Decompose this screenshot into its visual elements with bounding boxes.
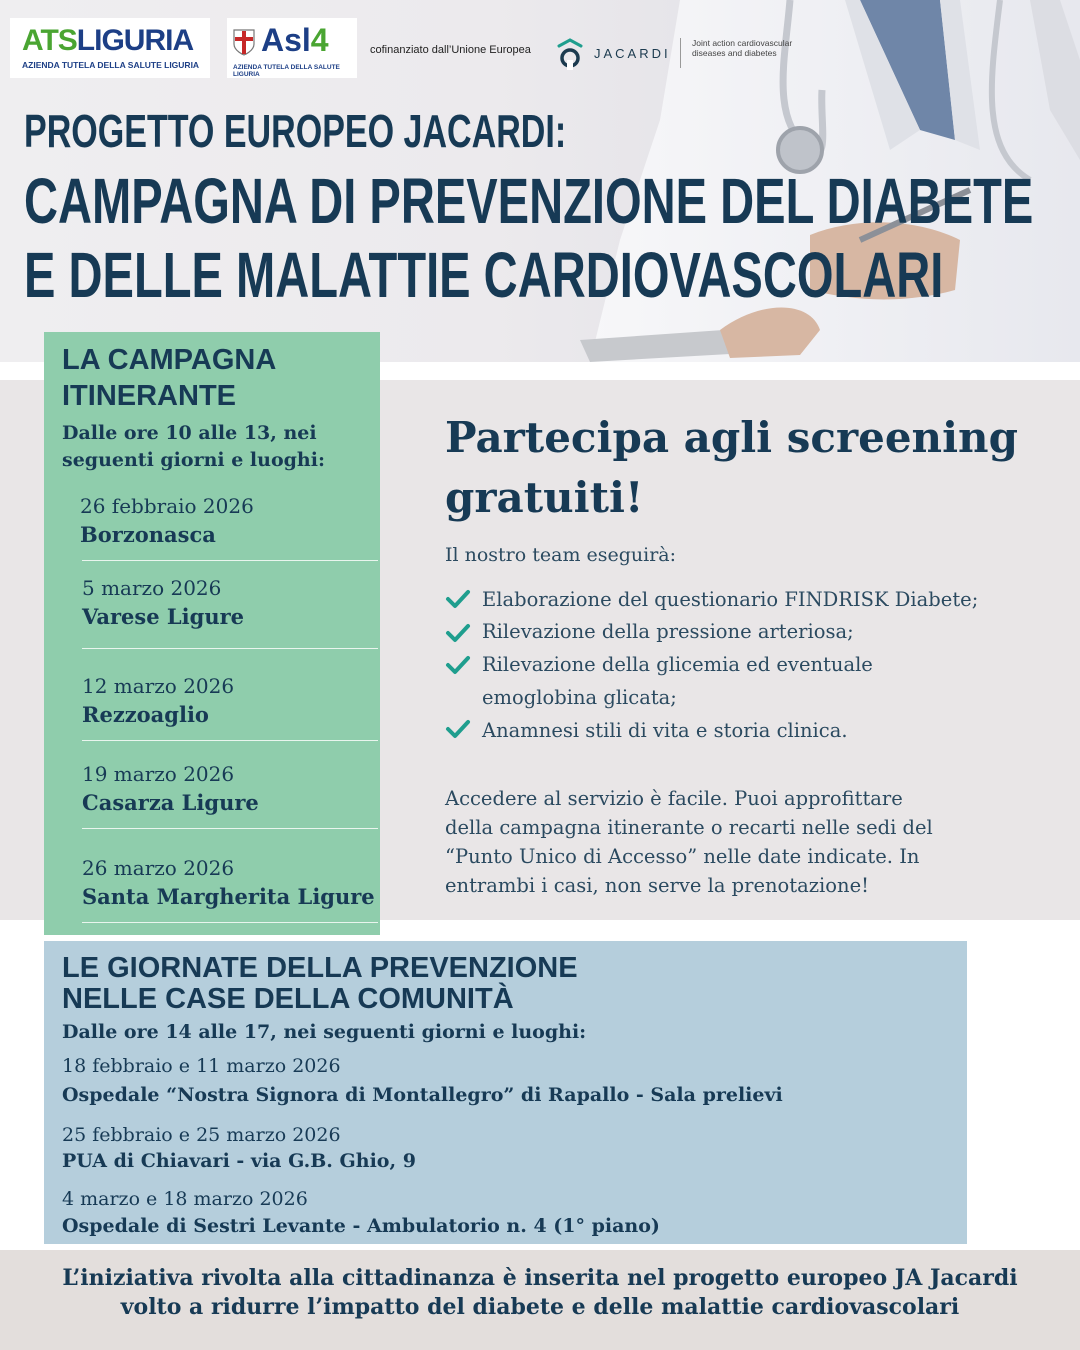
screening-item: Anamnesi stili di vita e storia clinica. [482, 719, 848, 742]
community-dates: 25 febbraio e 25 marzo 2026 [62, 1124, 341, 1146]
stop-divider [82, 560, 378, 561]
stop-place: Casarza Ligure [82, 790, 259, 815]
stop-date: 26 marzo 2026 [82, 856, 235, 880]
ats-logo-name: LIGURIA [76, 24, 194, 57]
title-line-2: CAMPAGNA DI PREVENZIONE DEL DIABETE [24, 165, 1034, 237]
stop-date: 19 marzo 2026 [82, 762, 235, 786]
screening-item: Rilevazione della pressione arteriosa; [482, 620, 854, 643]
footer-text [0, 1264, 1080, 1322]
community-heading-line-1: LE GIORNATE DELLA PREVENZIONE [62, 952, 578, 984]
stop-date: 5 marzo 2026 [82, 576, 222, 600]
logo-divider [680, 38, 681, 68]
community-dates: 18 febbraio e 11 marzo 2026 [62, 1055, 341, 1077]
hero-banner [0, 0, 1080, 362]
screening-item: Rilevazione della glicemia ed eventuale [482, 653, 873, 676]
footer-line-1: L’iniziativa rivolta alla cittadinanza è inserita nel progetto europeo JA Jacardi [62, 1265, 1018, 1291]
title-line-1: PROGETTO EUROPEO JACARDI: [24, 105, 567, 157]
footer-line-2: volto a ridurre l’impatto del diabete e delle malattie cardiovascolari [120, 1294, 960, 1320]
community-place: Ospedale di Sestri Levante - Ambulatorio n. 4 (1° piano) [62, 1215, 660, 1237]
community-place: Ospedale “Nostra Signora di Montallegro” di Rapallo - Sala prelievi [62, 1084, 783, 1106]
stop-place: Santa Margherita Ligure [82, 884, 375, 909]
itinerant-stop [82, 674, 378, 727]
stop-divider [82, 740, 378, 741]
checkmark-icon [445, 620, 471, 646]
community-subheading: Dalle ore 14 alle 17, nei seguenti giorni e luoghi: [62, 1021, 587, 1043]
screening-item: Elaborazione del questionario FINDRISK Diabete; [482, 588, 979, 611]
ats-logo-prefix: ATS [22, 24, 77, 57]
stop-place: Borzonasca [80, 522, 216, 547]
jacardi-logo-description: Joint action cardiovascular diseases and diabetes [692, 38, 793, 58]
checkmark-icon [445, 652, 471, 678]
screening-description: Accedere al servizio è facile. Puoi approfittare della campagna itinerante o recarti nelle sedi del “Punto Unico di Accesso” nelle date indicate. In entrambi i casi, non serve la prenotazione! [445, 787, 933, 897]
asl-logo-tagline: AZIENDA TUTELA DELLA SALUTE LIGURIA [233, 64, 340, 78]
itinerant-heading: LA CAMPAGNA ITINERANTE [62, 344, 276, 412]
stop-date: 26 febbraio 2026 [80, 494, 254, 518]
title-line-3: E DELLE MALATTIE CARDIOVASCOLARI [24, 239, 944, 311]
screening-intro: Il nostro team eseguirà: [445, 544, 677, 566]
stop-place: Rezzoaglio [82, 702, 209, 727]
ats-liguria-logo [10, 18, 210, 78]
stop-date: 12 marzo 2026 [82, 674, 235, 698]
community-place: PUA di Chiavari - via G.B. Ghio, 9 [62, 1150, 416, 1172]
asl-logo-number: 4 [310, 22, 329, 58]
jacardi-logo-name: JACARDI [594, 46, 671, 61]
screening-title: Partecipa agli screening gratuiti! [445, 413, 1018, 522]
community-heading-line-2: NELLE CASE DELLA COMUNITÀ [62, 983, 514, 1015]
screening-item-continued: emoglobina glicata; [482, 686, 677, 709]
itinerant-stop [82, 856, 378, 909]
crest-icon [233, 28, 255, 56]
community-days-panel [44, 941, 967, 1244]
ats-logo-tagline: AZIENDA TUTELA DELLA SALUTE LIGURIA [22, 60, 200, 70]
stop-divider [82, 648, 378, 649]
stop-place: Varese Ligure [82, 604, 245, 629]
checkmark-icon [445, 586, 471, 612]
eu-cofinanced-text: cofinanziato dall’Unione Europea [370, 44, 531, 56]
itinerant-campaign-panel [44, 332, 380, 935]
checkmark-icon [445, 716, 471, 742]
community-dates: 4 marzo e 18 marzo 2026 [62, 1188, 308, 1210]
asl4-logo [227, 18, 357, 78]
itinerant-stop [80, 494, 376, 547]
itinerant-stop [82, 576, 378, 629]
jacardi-logo-icon [556, 38, 584, 70]
footer [0, 1250, 1080, 1350]
asl-logo-prefix: Asl [261, 22, 311, 58]
stop-divider [82, 828, 378, 829]
community-heading [62, 953, 578, 1015]
itinerant-stop [82, 762, 378, 815]
stop-divider [82, 922, 378, 923]
itinerant-subheading: Dalle ore 10 alle 13, nei seguenti giorni e luoghi: [62, 422, 325, 471]
